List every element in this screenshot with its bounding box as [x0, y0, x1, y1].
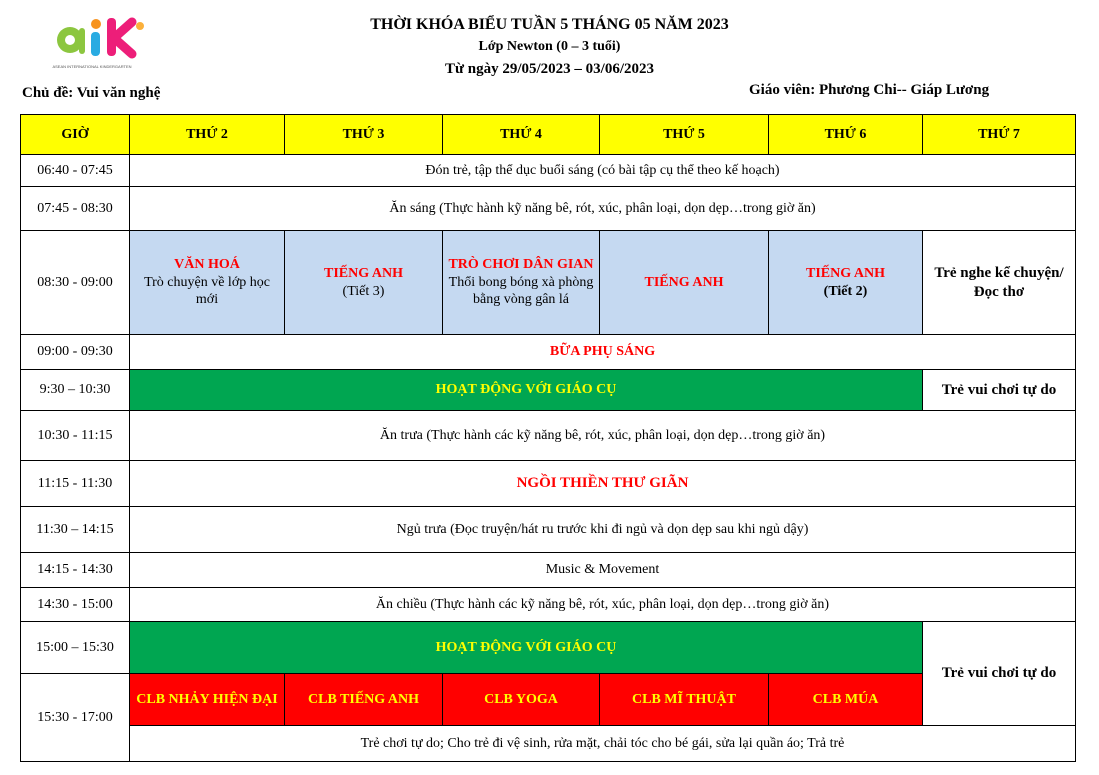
table-row [21, 187, 1076, 231]
activity-cell: Trẻ chơi tự do; Cho trẻ đi vệ sinh, rửa mặt, chải tóc cho bé gái, sửa lại quần áo; Trả trẻ [130, 726, 1076, 762]
logo-subtext: ASEAN INTERNATIONAL KINDERGARTEN [52, 64, 132, 69]
table-row [21, 461, 1076, 507]
time-cell: 06:40 - 07:45 [21, 155, 130, 187]
sat-activity-cell: Trẻ nghe kể chuyện/Đọc thơ [923, 231, 1076, 335]
time-cell: 9:30 – 10:30 [21, 370, 130, 411]
time-cell: 09:00 - 09:30 [21, 335, 130, 370]
tue-activity-text: (Tiết 3) [342, 283, 385, 299]
table-row [21, 674, 1076, 726]
sat-activity-cell: Trẻ vui chơi tự do [923, 370, 1076, 411]
table-row [21, 622, 1076, 674]
wed-activity-text: Thổi bong bóng xà phòng bằng vòng gân lá [448, 274, 594, 308]
time-cell: 15:00 – 15:30 [21, 622, 130, 674]
activity-cell: HOẠT ĐỘNG VỚI GIÁO CỤ [130, 622, 923, 674]
time-cell: 07:45 - 08:30 [21, 187, 130, 231]
activity-cell: Đón trẻ, tập thể dục buổi sáng (có bài tập cụ thể theo kế hoạch) [130, 155, 1076, 187]
col-header-time: GIỜ [21, 115, 130, 155]
table-row [21, 726, 1076, 762]
activity-cell: NGỒI THIỀN THƯ GIÃN [130, 461, 1076, 507]
timetable [20, 114, 1076, 762]
page-title: THỜI KHÓA BIỂU TUẦN 5 THÁNG 05 NĂM 2023 [370, 16, 729, 33]
fri-activity-cell [769, 231, 923, 335]
table-row [21, 553, 1076, 588]
table-row [21, 231, 1076, 335]
col-header-tue: THỨ 3 [285, 115, 443, 155]
time-cell: 11:15 - 11:30 [21, 461, 130, 507]
wed-activity-cell [443, 231, 600, 335]
activity-cell: Ngủ trưa (Đọc truyện/hát ru trước khi đi ngủ và dọn dẹp sau khi ngủ dậy) [130, 507, 1076, 553]
sat-activity-cell: Trẻ vui chơi tự do [923, 622, 1076, 726]
activity-cell: Ăn trưa (Thực hành các kỹ năng bê, rót, xúc, phân loại, dọn dẹp…trong giờ ăn) [130, 411, 1076, 461]
subject-label: Chủ đề: Vui văn nghệ [22, 85, 161, 101]
activity-cell: BỮA PHỤ SÁNG [130, 335, 1076, 370]
mon-activity-title: VĂN HOÁ [174, 257, 240, 273]
table-row [21, 370, 1076, 411]
club-cell: CLB MĨ THUẬT [600, 674, 769, 726]
club-cell: CLB MÚA [769, 674, 923, 726]
table-row [21, 588, 1076, 622]
time-cell: 15:30 - 17:00 [21, 674, 130, 762]
time-cell: 14:30 - 15:00 [21, 588, 130, 622]
col-header-fri: THỨ 6 [769, 115, 923, 155]
date-range: Từ ngày 29/05/2023 – 03/06/2023 [444, 61, 655, 77]
club-cell: CLB TIẾNG ANH [285, 674, 443, 726]
activity-cell: HOẠT ĐỘNG VỚI GIÁO CỤ [130, 370, 923, 411]
table-row [21, 335, 1076, 370]
table-row [21, 411, 1076, 461]
thu-activity-cell [600, 231, 769, 335]
col-header-sat: THỨ 7 [923, 115, 1076, 155]
wed-activity-title: TRÒ CHƠI DÂN GIAN [448, 257, 594, 273]
activity-cell: Ăn chiều (Thực hành các kỹ năng bê, rót, xúc, phân loại, dọn dẹp…trong giờ ăn) [130, 588, 1076, 622]
club-cell: CLB YOGA [443, 674, 600, 726]
table-row [21, 155, 1076, 187]
class-line: Lớp Newton (0 – 3 tuổi) [478, 39, 621, 54]
fri-activity-title: TIẾNG ANH [806, 266, 885, 281]
club-cell: CLB NHẢY HIỆN ĐẠI [130, 674, 285, 726]
activity-cell: Music & Movement [130, 553, 1076, 588]
col-header-thu: THỨ 5 [600, 115, 769, 155]
fri-activity-text: (Tiết 2) [823, 283, 868, 299]
teacher-label: Giáo viên: Phương Chi-- Giáp Lương [749, 82, 990, 98]
col-header-wed: THỨ 4 [443, 115, 600, 155]
header-row [21, 115, 1076, 155]
activity-cell: Ăn sáng (Thực hành kỹ năng bê, rót, xúc, phân loại, dọn dẹp…trong giờ ăn) [130, 187, 1076, 231]
mon-activity-text: Trò chuyện về lớp học mới [144, 274, 270, 308]
mon-activity-cell [130, 231, 285, 335]
time-cell: 14:15 - 14:30 [21, 553, 130, 588]
col-header-mon: THỨ 2 [130, 115, 285, 155]
thu-activity-title: TIẾNG ANH [644, 274, 724, 290]
tue-activity-title: TIẾNG ANH [324, 266, 403, 281]
table-row [21, 507, 1076, 553]
tue-activity-cell [285, 231, 443, 335]
time-cell: 11:30 – 14:15 [21, 507, 130, 553]
time-cell: 10:30 - 11:15 [21, 411, 130, 461]
time-cell: 08:30 - 09:00 [21, 231, 130, 335]
